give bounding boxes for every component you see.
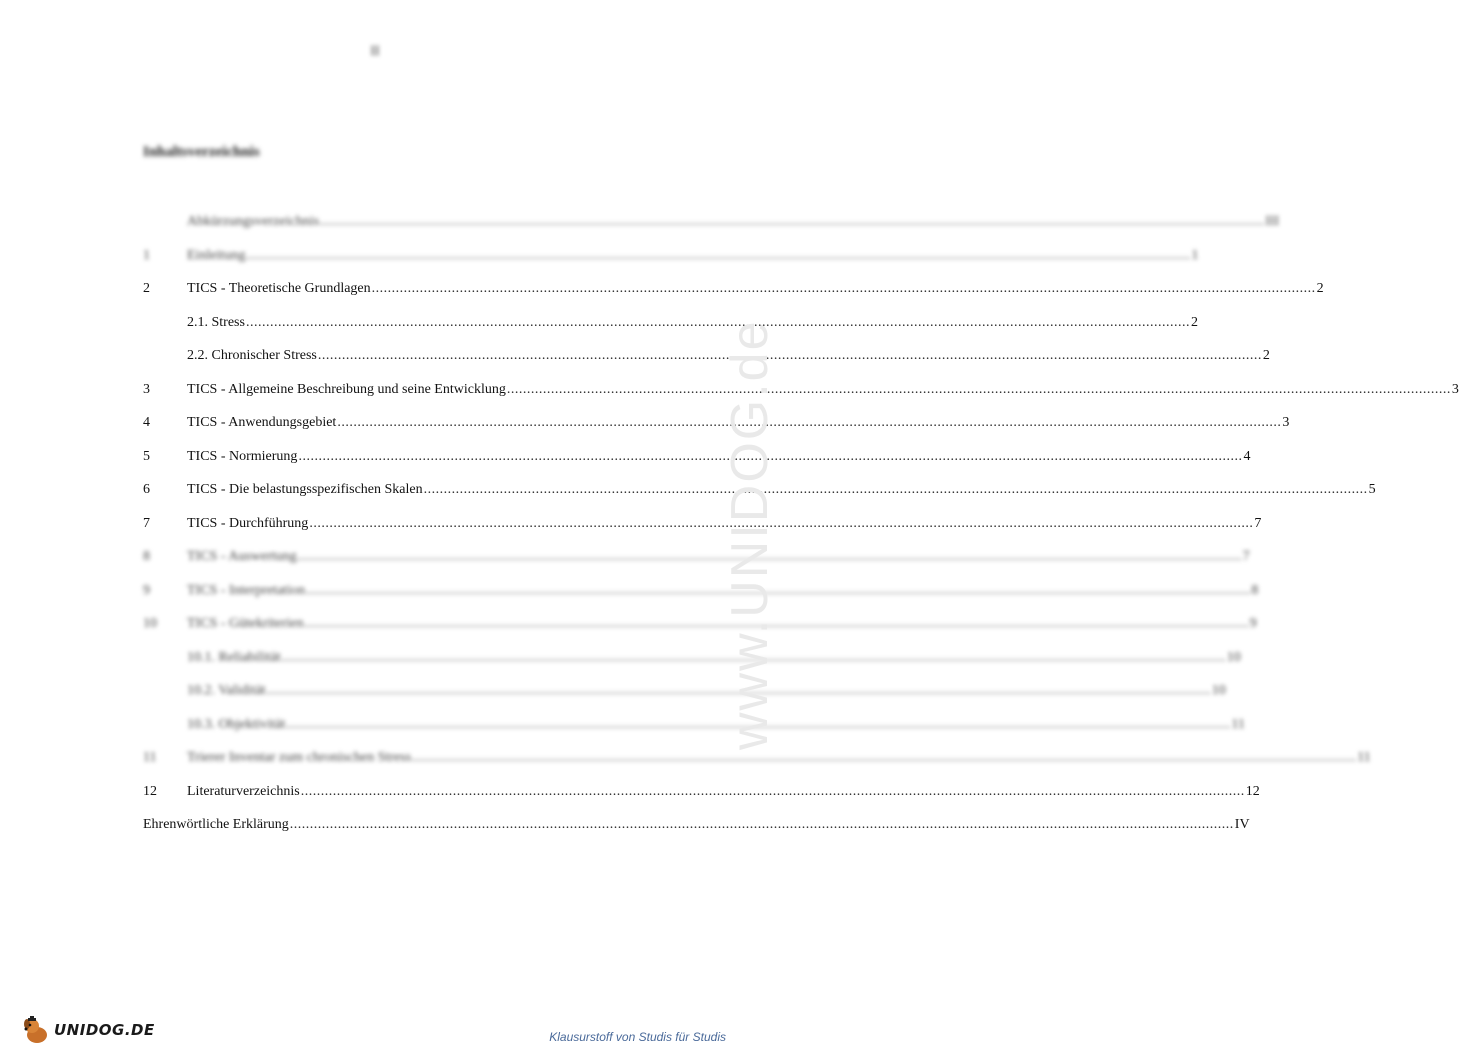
toc-entry-page: 11 <box>1231 716 1245 732</box>
toc-entry <box>143 716 1245 750</box>
dog-icon <box>22 1015 52 1045</box>
toc-entry-page: 12 <box>1245 783 1260 799</box>
toc-entry-label: TICS - Anwendungsgebiet <box>187 415 337 430</box>
toc-entry-page: 1 <box>1191 247 1199 263</box>
toc-entry-number: 7 <box>143 515 150 531</box>
page-number: II <box>370 44 380 59</box>
toc-leader-dots <box>267 682 1211 699</box>
toc-entry <box>143 515 1262 549</box>
toc-entry-page: 9 <box>1249 616 1257 631</box>
toc-leader-dots <box>305 615 1249 632</box>
toc-entry-page: III <box>1265 214 1280 229</box>
toc-entry-page: 3 <box>1451 381 1459 397</box>
toc-entry <box>143 649 1241 683</box>
toc-entry-page: 8 <box>1251 582 1259 598</box>
toc-entry <box>143 414 1290 448</box>
toc-entry-page: 4 <box>1243 448 1251 464</box>
toc-entry-label: 10.3. Objektivität <box>187 716 286 732</box>
toc-entry-label: TICS - Die belastungsspezifischen Skalen <box>187 482 423 497</box>
toc-leader-dots <box>306 582 1250 599</box>
watermark-text: www.UNIDOG.de <box>721 319 779 750</box>
toc-entry <box>143 347 1270 381</box>
toc-leader-dots <box>246 314 1190 331</box>
toc-entry-page: 7 <box>1242 549 1250 564</box>
toc-entry-page: 2 <box>1190 314 1198 330</box>
toc-leader-dots <box>372 280 1316 297</box>
toc-entry-page: 3 <box>1282 415 1290 430</box>
toc-entry-page: IV <box>1234 817 1250 832</box>
toc-entry-page: 10 <box>1211 683 1226 698</box>
toc-leader-dots <box>301 783 1245 800</box>
toc-entry <box>143 280 1324 314</box>
toc-leader-dots <box>309 515 1253 532</box>
toc-title: Inhaltsverzeichnis <box>143 144 260 160</box>
toc-entry <box>143 247 1199 281</box>
toc-leader-dots <box>282 649 1226 666</box>
unidog-logo <box>22 1012 155 1048</box>
toc-leader-dots <box>320 213 1264 230</box>
toc-entry-label: TICS - Theoretische Grundlagen <box>187 281 371 296</box>
toc-leader-dots <box>337 414 1281 431</box>
toc-entry-page: 5 <box>1368 482 1376 497</box>
toc-entry-page: 11 <box>1357 750 1371 765</box>
toc-entry-label: Trierer Inventar zum chronischen Stress <box>187 750 412 765</box>
toc-entry-number: 3 <box>143 381 150 397</box>
toc-entry-page: 10 <box>1226 649 1241 665</box>
toc-entry-number: 10 <box>143 616 157 631</box>
toc-entry-number: 1 <box>143 247 150 263</box>
toc-entry-label: Einleitung <box>187 247 246 263</box>
toc-entry-label: 2.1. Stress <box>187 314 245 330</box>
toc-entry-label: 2.2. Chronischer Stress <box>187 348 317 363</box>
toc-entry <box>143 615 1257 649</box>
toc-entry-label: TICS - Allgemeine Beschreibung und seine Entwicklung <box>187 381 506 397</box>
toc-entry-label: 10.1. Reliabilität <box>187 649 281 665</box>
toc-leader-dots <box>286 716 1230 733</box>
toc-entry-number: 12 <box>143 783 157 799</box>
toc-entry-number: 6 <box>143 482 150 497</box>
toc-leader-dots <box>290 816 1234 833</box>
toc-entry <box>143 381 1459 415</box>
toc-entry-label: TICS - Auswertung <box>187 549 297 564</box>
toc-entry-label: 10.2. Validität <box>187 683 266 698</box>
toc-entry-label: Literaturverzeichnis <box>187 783 300 799</box>
toc-entry-label: TICS - Gütekriterien <box>187 616 304 631</box>
toc-entry <box>143 448 1251 482</box>
toc-entry-page: 2 <box>1316 281 1324 296</box>
toc-entry <box>143 213 1280 247</box>
toc-entry <box>143 749 1371 783</box>
toc-leader-dots <box>246 247 1190 264</box>
toc-leader-dots <box>298 548 1242 565</box>
toc-leader-dots <box>424 481 1368 498</box>
toc-entry <box>143 682 1226 716</box>
toc-leader-dots <box>298 448 1242 465</box>
footer-slogan: Klausurstoff von Studis für Studis <box>549 1030 726 1044</box>
toc-entry-number: 2 <box>143 281 150 296</box>
toc-leader-dots <box>412 749 1356 766</box>
toc-entry <box>143 548 1250 582</box>
toc-entry <box>143 783 1260 817</box>
toc-entry <box>143 582 1259 616</box>
toc-entry-label: Ehrenwörtliche Erklärung <box>143 817 289 832</box>
toc-entry-label: TICS - Durchführung <box>187 515 309 531</box>
toc-leader-dots <box>318 347 1262 364</box>
toc-entry <box>143 314 1198 348</box>
toc-entry-number: 9 <box>143 582 150 598</box>
logo-text: UNIDOG.DE <box>54 1021 155 1039</box>
toc-entry-number: 11 <box>143 750 157 765</box>
toc-entry-page: 2 <box>1262 348 1270 363</box>
toc-entry-number: 5 <box>143 448 150 464</box>
toc-entry-label: TICS - Normierung <box>187 448 298 464</box>
toc-leader-dots <box>507 381 1451 398</box>
toc-entry-label: Abkürzungsverzeichnis <box>187 214 320 229</box>
toc-entry-label: TICS - Interpretation <box>187 582 306 598</box>
toc-entry-number: 4 <box>143 415 150 430</box>
toc-entry <box>143 481 1376 515</box>
toc-entry-number: 8 <box>143 549 150 564</box>
toc-entry <box>143 816 1250 850</box>
toc-entry-page: 7 <box>1254 515 1262 531</box>
